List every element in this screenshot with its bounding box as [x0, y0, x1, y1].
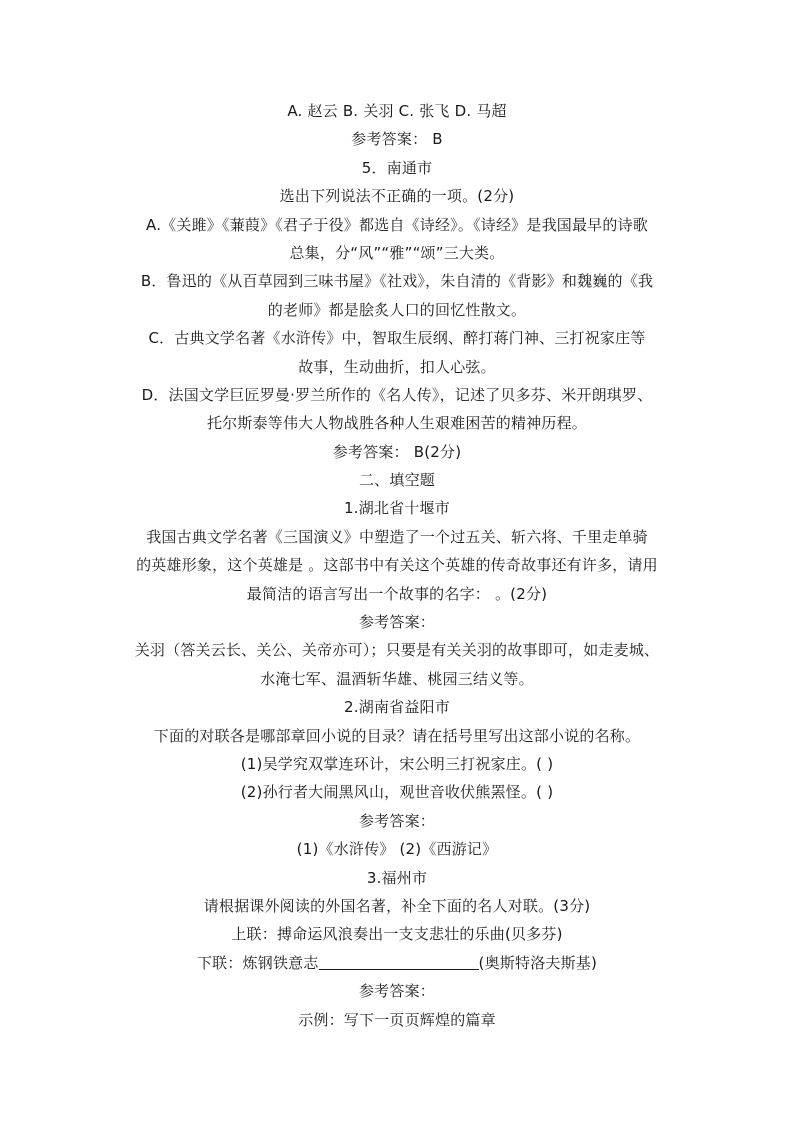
lower-couplet-prefix: 下联：炼钢铁意志: [196, 953, 319, 972]
couplet-item-1: (1)吴学究双掌连环计，宋公明三打祝家庄。( ): [240, 754, 554, 773]
option-c-line-2: 故事，生动曲折，扣人心弦。: [298, 357, 496, 376]
question-text-line-3: 最简洁的语言写出一个故事的名字： 。(2分): [246, 584, 548, 603]
answer-label: 参考答案：: [358, 982, 435, 1001]
question-heading: 5．南通市: [361, 158, 433, 177]
answer-line: 参考答案： B(2分): [332, 442, 462, 461]
lower-couplet: [0, 949, 794, 977]
question-heading: 2.湖南省益阳市: [344, 698, 450, 717]
couplet-item-2: (2)孙行者大闹黑风山，观世音收伏熊罴怪。( ): [240, 783, 554, 802]
fill-in-blank: [319, 951, 479, 970]
option-b-line-1: B．鲁迅的《从百草园到三味书屋》《社戏》，朱自清的《背影》和魏巍的《我: [140, 272, 654, 291]
question-text-line-1: 我国古典文学名著《三国演义》中塑造了一个过五关、斩六将、千里走单骑: [146, 527, 648, 546]
question-stem: 请根据课外阅读的外国名著，补全下面的名人对联。(3分): [203, 896, 591, 915]
option-d-line-1: D．法国文学巨匠罗曼·罗兰所作的《名人传》，记述了贝多芬、米开朗琪罗、: [141, 385, 653, 404]
options-line: A. 赵云 B. 关羽 C. 张飞 D. 马超: [287, 102, 507, 120]
answer-label: 参考答案：: [358, 613, 435, 632]
answer-text: (1)《水浒传》 (2)《西游记》: [296, 840, 498, 859]
answer-line: 参考答案： B: [351, 130, 443, 149]
answer-text-line-2: 水淹七军、温酒斩华雄、桃园三结义等。: [260, 669, 534, 688]
question-stem: 下面的对联各是哪部章回小说的目录？请在括号里写出这部小说的名称。: [153, 726, 641, 745]
lower-couplet-suffix: (奥斯特洛夫斯基): [478, 953, 598, 972]
section-heading: 二、填空题: [358, 471, 435, 490]
question-stem: 选出下列说法不正确的一项。(2分): [279, 187, 515, 206]
question-heading: 1.湖北省十堰市: [344, 499, 450, 518]
answer-text-line-1: 关羽（答关云长、关公、关帝亦可）；只要是有关关羽的故事即可，如走麦城、: [134, 641, 660, 660]
option-a-line-1: A.《关雎》《蒹葭》《君子于役》都选自《诗经》。《诗经》是我国最早的诗歌: [146, 215, 648, 234]
document-page: [0, 97, 794, 1034]
option-a-line-2: 总集，分“风”“雅”“颂”三大类。: [289, 243, 505, 262]
upper-couplet: 上联：搏命运风浪奏出一支支悲壮的乐曲(贝多芬): [231, 925, 563, 944]
answer-label: 参考答案：: [358, 811, 435, 830]
question-text-line-2: 的英雄形象，这个英雄是 。这部书中有关这个英雄的传奇故事还有许多，请用: [136, 556, 658, 575]
option-b-line-2: 的老师》都是脍炙人口的回忆性散文。: [267, 300, 527, 319]
question-heading: 3.福州市: [366, 868, 428, 887]
option-d-line-2: 托尔斯泰等伟大人物战胜各种人生艰难困苦的精神历程。: [206, 414, 587, 433]
answer-text: 示例：写下一页页辉煌的篇章: [298, 1010, 496, 1029]
option-c-line-1: C．古典文学名著《水浒传》中，智取生辰纲、醉打蒋门神、三打祝家庄等: [148, 329, 646, 348]
